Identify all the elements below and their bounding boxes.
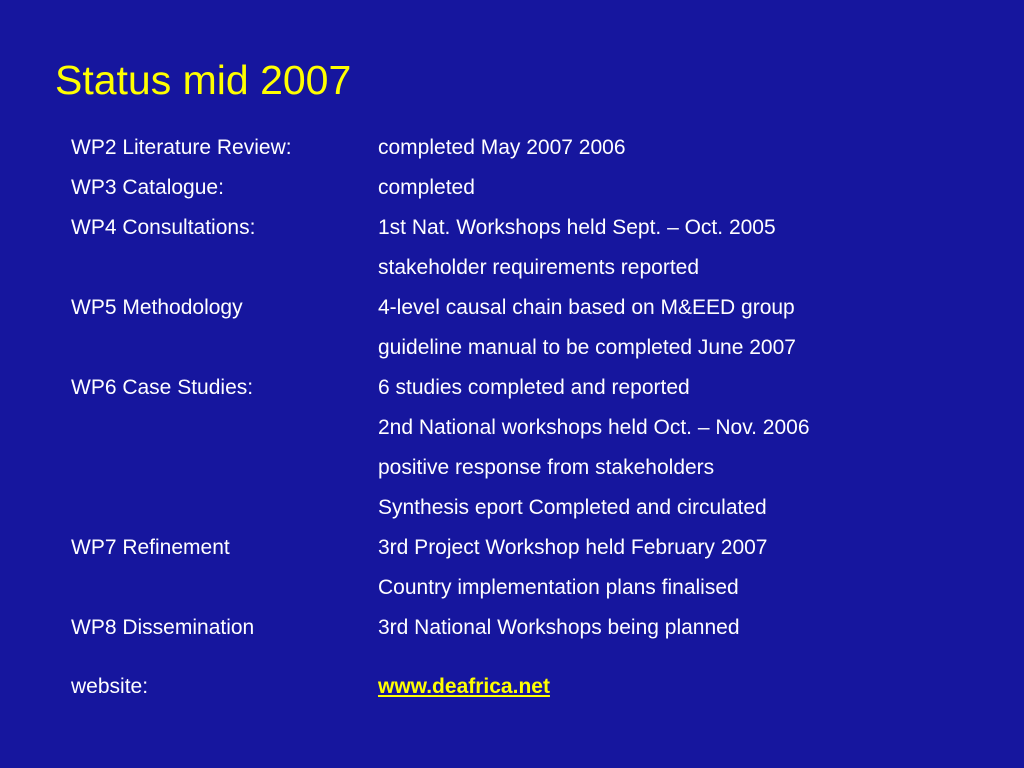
status-row-wp7 bbox=[71, 533, 971, 563]
status-row-wp5-continued bbox=[71, 333, 971, 363]
status-row-wp2 bbox=[71, 133, 971, 163]
status-row-wp6-continued-3 bbox=[71, 493, 971, 523]
row-value: guideline manual to be completed June 2007 bbox=[378, 336, 796, 359]
row-value: 6 studies completed and reported bbox=[378, 376, 690, 399]
row-value: 3rd Project Workshop held February 2007 bbox=[378, 536, 768, 559]
row-label: WP3 Catalogue: bbox=[71, 176, 224, 199]
row-value: completed May 2007 2006 bbox=[378, 136, 626, 159]
slide-title: Status mid 2007 bbox=[55, 57, 352, 103]
status-row-wp3 bbox=[71, 173, 971, 203]
website-row bbox=[71, 672, 971, 702]
status-row-wp4 bbox=[71, 213, 971, 243]
row-label: WP4 Consultations: bbox=[71, 216, 256, 239]
status-row-wp5 bbox=[71, 293, 971, 323]
row-label: WP5 Methodology bbox=[71, 296, 243, 319]
website-link[interactable]: www.deafrica.net bbox=[378, 675, 550, 698]
row-value: positive response from stakeholders bbox=[378, 456, 715, 479]
row-value: Country implementation plans finalised bbox=[378, 576, 739, 599]
row-label: WP2 Literature Review: bbox=[71, 136, 292, 159]
website-label: website: bbox=[71, 675, 149, 698]
status-row-wp6 bbox=[71, 373, 971, 403]
row-value: Synthesis eport Completed and circulated bbox=[378, 496, 767, 519]
row-label: WP7 Refinement bbox=[71, 536, 230, 559]
status-row-wp4-continued bbox=[71, 253, 971, 283]
status-row-wp6-continued-2 bbox=[71, 453, 971, 483]
row-value: completed bbox=[378, 176, 475, 199]
row-label: WP8 Dissemination bbox=[71, 616, 255, 639]
row-value: 1st Nat. Workshops held Sept. – Oct. 2005 bbox=[378, 216, 776, 239]
row-label: WP6 Case Studies: bbox=[71, 376, 254, 399]
row-value: 4-level causal chain based on M&EED group bbox=[378, 296, 795, 319]
row-value: 3rd National Workshops being planned bbox=[378, 616, 740, 639]
row-value: 2nd National workshops held Oct. – Nov. 2006 bbox=[378, 416, 810, 439]
status-row-wp6-continued-1 bbox=[71, 413, 971, 443]
row-value: stakeholder requirements reported bbox=[378, 256, 700, 279]
status-row-wp8 bbox=[71, 613, 971, 643]
status-row-wp7-continued bbox=[71, 573, 971, 603]
